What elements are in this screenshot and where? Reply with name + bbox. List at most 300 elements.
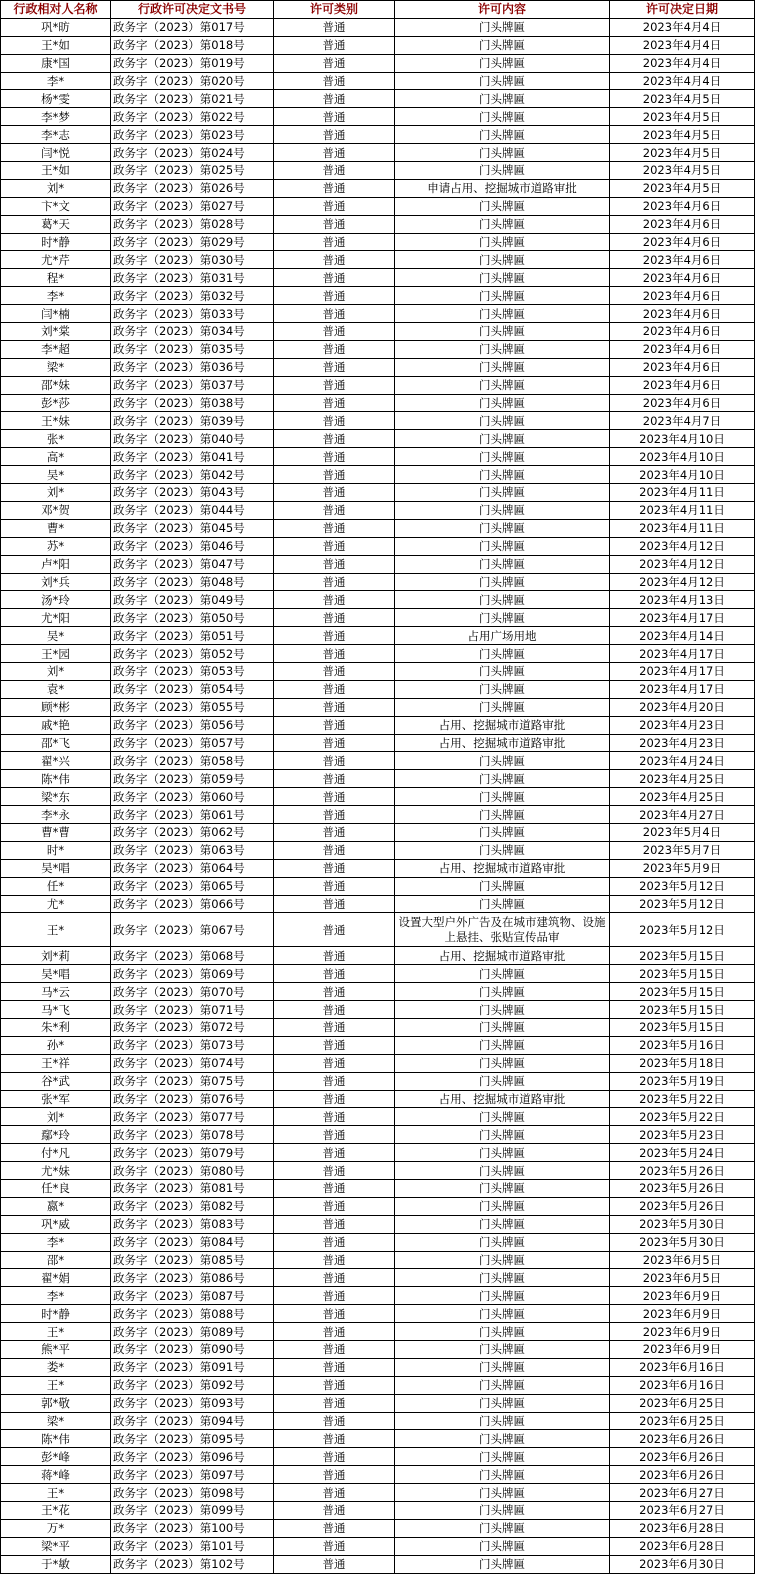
decision-date-cell: 2023年4月6日: [610, 251, 755, 269]
applicant-name-cell: 康*国: [1, 54, 111, 72]
document-number-cell: 政务字（2023）第035号: [111, 340, 274, 358]
permit-content-cell: 门头牌匾: [395, 698, 610, 716]
permit-content-cell: 门头牌匾: [395, 1466, 610, 1484]
permit-type-cell: 普通: [274, 806, 395, 824]
document-number-cell: 政务字（2023）第101号: [111, 1537, 274, 1555]
document-number-cell: 政务字（2023）第048号: [111, 573, 274, 591]
applicant-name-cell: 高*: [1, 448, 111, 466]
permit-content-cell: 门头牌匾: [395, 806, 610, 824]
applicant-name-cell: 刘*莉: [1, 947, 111, 965]
decision-date-cell: 2023年4月4日: [610, 36, 755, 54]
applicant-name-cell: 王*如: [1, 162, 111, 180]
table-row: [1, 823, 755, 841]
permit-type-cell: 普通: [274, 215, 395, 233]
document-number-cell: 政务字（2023）第098号: [111, 1484, 274, 1502]
permit-content-cell: 门头牌匾: [395, 609, 610, 627]
document-number-cell: 政务字（2023）第078号: [111, 1126, 274, 1144]
permit-type-cell: 普通: [274, 197, 395, 215]
decision-date-cell: 2023年5月22日: [610, 1108, 755, 1126]
document-number-cell: 政务字（2023）第047号: [111, 555, 274, 573]
applicant-name-cell: 王*如: [1, 36, 111, 54]
header-applicant-name: 行政相对人名称: [1, 1, 111, 19]
decision-date-cell: 2023年4月24日: [610, 752, 755, 770]
table-row: [1, 1394, 755, 1412]
table-row: [1, 1466, 755, 1484]
decision-date-cell: 2023年5月19日: [610, 1072, 755, 1090]
table-row: [1, 179, 755, 197]
permit-content-cell: 门头牌匾: [395, 823, 610, 841]
decision-date-cell: 2023年4月6日: [610, 305, 755, 323]
permit-content-cell: 门头牌匾: [395, 501, 610, 519]
permit-type-cell: 普通: [274, 1018, 395, 1036]
header-decision-date: 许可决定日期: [610, 1, 755, 19]
document-number-cell: 政务字（2023）第068号: [111, 947, 274, 965]
document-number-cell: 政务字（2023）第063号: [111, 841, 274, 859]
permit-content-cell: 门头牌匾: [395, 841, 610, 859]
applicant-name-cell: 付*凡: [1, 1144, 111, 1162]
permit-content-cell: 门头牌匾: [395, 537, 610, 555]
permit-type-cell: 普通: [274, 179, 395, 197]
applicant-name-cell: 翟*娟: [1, 1269, 111, 1287]
applicant-name-cell: 邵*飞: [1, 734, 111, 752]
permit-type-cell: 普通: [274, 519, 395, 537]
applicant-name-cell: 谷*武: [1, 1072, 111, 1090]
header-permit-type: 许可类别: [274, 1, 395, 19]
table-row: [1, 1358, 755, 1376]
document-number-cell: 政务字（2023）第092号: [111, 1376, 274, 1394]
document-number-cell: 政务字（2023）第093号: [111, 1394, 274, 1412]
applicant-name-cell: 彭*峰: [1, 1448, 111, 1466]
applicant-name-cell: 彭*莎: [1, 394, 111, 412]
table-row: [1, 144, 755, 162]
permit-content-cell: 门头牌匾: [395, 1430, 610, 1448]
permit-content-cell: 门头牌匾: [395, 448, 610, 466]
decision-date-cell: 2023年6月26日: [610, 1430, 755, 1448]
permit-type-cell: 普通: [274, 1358, 395, 1376]
decision-date-cell: 2023年4月6日: [610, 340, 755, 358]
decision-date-cell: 2023年4月4日: [610, 72, 755, 90]
decision-date-cell: 2023年5月15日: [610, 965, 755, 983]
permit-content-cell: 门头牌匾: [395, 251, 610, 269]
applicant-name-cell: 苏*: [1, 537, 111, 555]
applicant-name-cell: 刘*: [1, 662, 111, 680]
applicant-name-cell: 蒋*峰: [1, 1466, 111, 1484]
table-row: [1, 1001, 755, 1019]
permit-content-cell: 门头牌匾: [395, 412, 610, 430]
document-number-cell: 政务字（2023）第040号: [111, 430, 274, 448]
document-number-cell: 政务字（2023）第042号: [111, 466, 274, 484]
permit-type-cell: 普通: [274, 412, 395, 430]
document-number-cell: 政务字（2023）第018号: [111, 36, 274, 54]
document-number-cell: 政务字（2023）第075号: [111, 1072, 274, 1090]
decision-date-cell: 2023年4月25日: [610, 788, 755, 806]
permit-content-cell: 门头牌匾: [395, 215, 610, 233]
permit-content-cell: 门头牌匾: [395, 1251, 610, 1269]
document-number-cell: 政务字（2023）第080号: [111, 1162, 274, 1180]
permit-content-cell: 门头牌匾: [395, 1108, 610, 1126]
permit-type-cell: 普通: [274, 108, 395, 126]
applicant-name-cell: 闫*楠: [1, 305, 111, 323]
permit-content-cell: 门头牌匾: [395, 1180, 610, 1198]
decision-date-cell: 2023年5月24日: [610, 1144, 755, 1162]
table-row: [1, 645, 755, 663]
document-number-cell: 政务字（2023）第059号: [111, 770, 274, 788]
permit-content-cell: 占用、挖掘城市道路审批: [395, 947, 610, 965]
applicant-name-cell: 王*妹: [1, 412, 111, 430]
permit-content-cell: 门头牌匾: [395, 1162, 610, 1180]
permit-content-cell: 门头牌匾: [395, 752, 610, 770]
table-row: [1, 895, 755, 913]
document-number-cell: 政务字（2023）第083号: [111, 1215, 274, 1233]
document-number-cell: 政务字（2023）第064号: [111, 859, 274, 877]
permit-content-cell: 申请占用、挖掘城市道路审批: [395, 179, 610, 197]
table-row: [1, 734, 755, 752]
decision-date-cell: 2023年4月6日: [610, 323, 755, 341]
decision-date-cell: 2023年6月9日: [610, 1305, 755, 1323]
applicant-name-cell: 陈*伟: [1, 770, 111, 788]
permit-content-cell: 门头牌匾: [395, 269, 610, 287]
permit-type-cell: 普通: [274, 287, 395, 305]
table-row: [1, 394, 755, 412]
table-row: [1, 448, 755, 466]
applicant-name-cell: 卞*文: [1, 197, 111, 215]
decision-date-cell: 2023年5月26日: [610, 1162, 755, 1180]
permit-content-cell: 门头牌匾: [395, 591, 610, 609]
permit-type-cell: 普通: [274, 1180, 395, 1198]
document-number-cell: 政务字（2023）第024号: [111, 144, 274, 162]
permit-type-cell: 普通: [274, 983, 395, 1001]
permit-content-cell: 门头牌匾: [395, 1358, 610, 1376]
table-row: [1, 358, 755, 376]
table-row: [1, 1233, 755, 1251]
permit-type-cell: 普通: [274, 394, 395, 412]
applicant-name-cell: 尤*芹: [1, 251, 111, 269]
permit-type-cell: 普通: [274, 162, 395, 180]
permit-type-cell: 普通: [274, 698, 395, 716]
applicant-name-cell: 时*静: [1, 233, 111, 251]
applicant-name-cell: 郭*敬: [1, 1394, 111, 1412]
applicant-name-cell: 王*祥: [1, 1054, 111, 1072]
permit-type-cell: 普通: [274, 54, 395, 72]
table-row: [1, 215, 755, 233]
permit-content-cell: 门头牌匾: [395, 1341, 610, 1359]
permit-content-cell: 占用、挖掘城市道路审批: [395, 859, 610, 877]
document-number-cell: 政务字（2023）第082号: [111, 1197, 274, 1215]
applicant-name-cell: 尤*: [1, 895, 111, 913]
decision-date-cell: 2023年5月26日: [610, 1180, 755, 1198]
document-number-cell: 政务字（2023）第054号: [111, 680, 274, 698]
applicant-name-cell: 张*: [1, 430, 111, 448]
permit-content-cell: 门头牌匾: [395, 662, 610, 680]
table-row: [1, 1537, 755, 1555]
applicant-name-cell: 马*云: [1, 983, 111, 1001]
applicant-name-cell: 马*飞: [1, 1001, 111, 1019]
applicant-name-cell: 吴*唱: [1, 859, 111, 877]
applicant-name-cell: 熊*平: [1, 1341, 111, 1359]
decision-date-cell: 2023年5月9日: [610, 859, 755, 877]
permit-content-cell: 门头牌匾: [395, 1287, 610, 1305]
table-row: [1, 680, 755, 698]
permit-type-cell: 普通: [274, 1251, 395, 1269]
permit-type-cell: 普通: [274, 90, 395, 108]
permit-content-cell: 门头牌匾: [395, 1018, 610, 1036]
document-number-cell: 政务字（2023）第084号: [111, 1233, 274, 1251]
applicant-name-cell: 卢*阳: [1, 555, 111, 573]
permit-type-cell: 普通: [274, 1144, 395, 1162]
document-number-cell: 政务字（2023）第036号: [111, 358, 274, 376]
applicant-name-cell: 陈*伟: [1, 1430, 111, 1448]
table-row: [1, 627, 755, 645]
table-row: [1, 1162, 755, 1180]
applicant-name-cell: 邵*: [1, 1251, 111, 1269]
permit-content-cell: 占用、挖掘城市道路审批: [395, 734, 610, 752]
permit-type-cell: 普通: [274, 1537, 395, 1555]
document-number-cell: 政务字（2023）第031号: [111, 269, 274, 287]
permit-type-cell: 普通: [274, 895, 395, 913]
table-row: [1, 716, 755, 734]
permit-type-cell: 普通: [274, 358, 395, 376]
document-number-cell: 政务字（2023）第038号: [111, 394, 274, 412]
permit-content-cell: 门头牌匾: [395, 430, 610, 448]
table-row: [1, 1144, 755, 1162]
permit-type-cell: 普通: [274, 573, 395, 591]
permit-content-cell: 门头牌匾: [395, 1412, 610, 1430]
table-row: [1, 983, 755, 1001]
document-number-cell: 政务字（2023）第070号: [111, 983, 274, 1001]
document-number-cell: 政务字（2023）第022号: [111, 108, 274, 126]
permit-type-cell: 普通: [274, 36, 395, 54]
document-number-cell: 政务字（2023）第049号: [111, 591, 274, 609]
permit-type-cell: 普通: [274, 1233, 395, 1251]
table-row: [1, 466, 755, 484]
permit-content-cell: 门头牌匾: [395, 484, 610, 502]
table-row: [1, 376, 755, 394]
decision-date-cell: 2023年6月9日: [610, 1323, 755, 1341]
permit-type-cell: 普通: [274, 1162, 395, 1180]
document-number-cell: 政务字（2023）第051号: [111, 627, 274, 645]
permit-content-cell: 占用、挖掘城市道路审批: [395, 716, 610, 734]
table-row: [1, 752, 755, 770]
decision-date-cell: 2023年4月17日: [610, 680, 755, 698]
applicant-name-cell: 梁*: [1, 358, 111, 376]
decision-date-cell: 2023年5月16日: [610, 1036, 755, 1054]
permit-content-cell: 门头牌匾: [395, 376, 610, 394]
decision-date-cell: 2023年4月5日: [610, 108, 755, 126]
table-row: [1, 1180, 755, 1198]
applicant-name-cell: 吴*: [1, 627, 111, 645]
document-number-cell: 政务字（2023）第072号: [111, 1018, 274, 1036]
applicant-name-cell: 吴*唱: [1, 965, 111, 983]
permit-type-cell: 普通: [274, 1215, 395, 1233]
permit-type-cell: 普通: [274, 1376, 395, 1394]
permit-type-cell: 普通: [274, 376, 395, 394]
decision-date-cell: 2023年6月30日: [610, 1555, 755, 1573]
permit-type-cell: 普通: [274, 947, 395, 965]
permit-type-cell: 普通: [274, 484, 395, 502]
decision-date-cell: 2023年4月6日: [610, 215, 755, 233]
permit-content-cell: 门头牌匾: [395, 645, 610, 663]
permit-type-cell: 普通: [274, 716, 395, 734]
document-number-cell: 政务字（2023）第074号: [111, 1054, 274, 1072]
permit-type-cell: 普通: [274, 1484, 395, 1502]
document-number-cell: 政务字（2023）第071号: [111, 1001, 274, 1019]
document-number-cell: 政务字（2023）第069号: [111, 965, 274, 983]
table-row: [1, 947, 755, 965]
decision-date-cell: 2023年4月6日: [610, 376, 755, 394]
applicant-name-cell: 尤*妹: [1, 1162, 111, 1180]
applicant-name-cell: 刘*: [1, 179, 111, 197]
table-row: [1, 430, 755, 448]
table-row: [1, 555, 755, 573]
applicant-name-cell: 杨*雯: [1, 90, 111, 108]
document-number-cell: 政务字（2023）第087号: [111, 1287, 274, 1305]
permit-content-cell: 门头牌匾: [395, 108, 610, 126]
table-row: [1, 1287, 755, 1305]
table-row: [1, 770, 755, 788]
document-number-cell: 政务字（2023）第037号: [111, 376, 274, 394]
decision-date-cell: 2023年6月5日: [610, 1269, 755, 1287]
permit-content-cell: 门头牌匾: [395, 788, 610, 806]
applicant-name-cell: 刘*: [1, 484, 111, 502]
decision-date-cell: 2023年4月7日: [610, 412, 755, 430]
permit-type-cell: 普通: [274, 1287, 395, 1305]
table-row: [1, 1126, 755, 1144]
decision-date-cell: 2023年4月5日: [610, 144, 755, 162]
table-row: [1, 484, 755, 502]
permit-type-cell: 普通: [274, 1555, 395, 1573]
table-row: [1, 90, 755, 108]
permit-content-cell: 门头牌匾: [395, 233, 610, 251]
permit-content-cell: 门头牌匾: [395, 1537, 610, 1555]
document-number-cell: 政务字（2023）第073号: [111, 1036, 274, 1054]
decision-date-cell: 2023年4月11日: [610, 519, 755, 537]
document-number-cell: 政务字（2023）第020号: [111, 72, 274, 90]
permit-type-cell: 普通: [274, 323, 395, 341]
permit-content-cell: 门头牌匾: [395, 466, 610, 484]
permit-content-cell: 门头牌匾: [395, 965, 610, 983]
document-number-cell: 政务字（2023）第090号: [111, 1341, 274, 1359]
applicant-name-cell: 王*: [1, 1484, 111, 1502]
table-body: [1, 18, 755, 1573]
permit-type-cell: 普通: [274, 645, 395, 663]
document-number-cell: 政务字（2023）第019号: [111, 54, 274, 72]
permit-content-cell: 门头牌匾: [395, 1502, 610, 1520]
permit-type-cell: 普通: [274, 1448, 395, 1466]
document-number-cell: 政务字（2023）第097号: [111, 1466, 274, 1484]
header-document-number: 行政许可决定文书号: [111, 1, 274, 19]
permit-content-cell: 门头牌匾: [395, 287, 610, 305]
permit-content-cell: 门头牌匾: [395, 1305, 610, 1323]
table-row: [1, 1072, 755, 1090]
decision-date-cell: 2023年4月6日: [610, 269, 755, 287]
permit-type-cell: 普通: [274, 144, 395, 162]
decision-date-cell: 2023年5月15日: [610, 947, 755, 965]
permit-content-cell: 门头牌匾: [395, 1323, 610, 1341]
permit-content-cell: 门头牌匾: [395, 770, 610, 788]
document-number-cell: 政务字（2023）第030号: [111, 251, 274, 269]
applicant-name-cell: 张*军: [1, 1090, 111, 1108]
document-number-cell: 政务字（2023）第095号: [111, 1430, 274, 1448]
decision-date-cell: 2023年4月5日: [610, 162, 755, 180]
permit-content-cell: 门头牌匾: [395, 1215, 610, 1233]
permit-content-cell: 门头牌匾: [395, 1269, 610, 1287]
permit-content-cell: 门头牌匾: [395, 1448, 610, 1466]
table-row: [1, 573, 755, 591]
permit-type-cell: 普通: [274, 251, 395, 269]
decision-date-cell: 2023年4月27日: [610, 806, 755, 824]
permit-type-cell: 普通: [274, 1197, 395, 1215]
permit-content-cell: 门头牌匾: [395, 305, 610, 323]
table-row: [1, 1108, 755, 1126]
document-number-cell: 政务字（2023）第102号: [111, 1555, 274, 1573]
decision-date-cell: 2023年5月22日: [610, 1090, 755, 1108]
table-row: [1, 965, 755, 983]
table-row: [1, 54, 755, 72]
decision-date-cell: 2023年4月6日: [610, 394, 755, 412]
applicant-name-cell: 翟*兴: [1, 752, 111, 770]
table-row: [1, 788, 755, 806]
applicant-name-cell: 汤*玲: [1, 591, 111, 609]
document-number-cell: 政务字（2023）第041号: [111, 448, 274, 466]
decision-date-cell: 2023年5月12日: [610, 895, 755, 913]
permit-content-cell: 门头牌匾: [395, 1233, 610, 1251]
permit-type-cell: 普通: [274, 1394, 395, 1412]
decision-date-cell: 2023年4月17日: [610, 645, 755, 663]
permit-type-cell: 普通: [274, 680, 395, 698]
decision-date-cell: 2023年4月20日: [610, 698, 755, 716]
applicant-name-cell: 王*: [1, 1376, 111, 1394]
applicant-name-cell: 巩*威: [1, 1215, 111, 1233]
permit-type-cell: 普通: [274, 555, 395, 573]
document-number-cell: 政务字（2023）第025号: [111, 162, 274, 180]
document-number-cell: 政务字（2023）第043号: [111, 484, 274, 502]
table-row: [1, 1269, 755, 1287]
table-row: [1, 305, 755, 323]
applicant-name-cell: 李*: [1, 287, 111, 305]
applicant-name-cell: 戚*艳: [1, 716, 111, 734]
decision-date-cell: 2023年4月11日: [610, 501, 755, 519]
document-number-cell: 政务字（2023）第094号: [111, 1412, 274, 1430]
applicant-name-cell: 娄*: [1, 1358, 111, 1376]
permit-content-cell: 门头牌匾: [395, 1144, 610, 1162]
permit-content-cell: 门头牌匾: [395, 358, 610, 376]
applicant-name-cell: 刘*: [1, 1108, 111, 1126]
permit-content-cell: 门头牌匾: [395, 1001, 610, 1019]
permit-type-cell: 普通: [274, 1036, 395, 1054]
permit-content-cell: 门头牌匾: [395, 1126, 610, 1144]
decision-date-cell: 2023年5月30日: [610, 1233, 755, 1251]
table-row: [1, 340, 755, 358]
applicant-name-cell: 任*: [1, 877, 111, 895]
table-row: [1, 1341, 755, 1359]
permit-content-cell: 门头牌匾: [395, 162, 610, 180]
document-number-cell: 政务字（2023）第085号: [111, 1251, 274, 1269]
document-number-cell: 政务字（2023）第039号: [111, 412, 274, 430]
permit-content-cell: 占用、挖掘城市道路审批: [395, 1090, 610, 1108]
permit-content-cell: 门头牌匾: [395, 1519, 610, 1537]
applicant-name-cell: 刘*棠: [1, 323, 111, 341]
permit-type-cell: 普通: [274, 662, 395, 680]
permit-content-cell: 门头牌匾: [395, 394, 610, 412]
table-row: [1, 1090, 755, 1108]
table-row: [1, 269, 755, 287]
applicant-name-cell: 邵*妹: [1, 376, 111, 394]
decision-date-cell: 2023年6月9日: [610, 1341, 755, 1359]
applicant-name-cell: 梁*平: [1, 1537, 111, 1555]
document-number-cell: 政务字（2023）第021号: [111, 90, 274, 108]
document-number-cell: 政务字（2023）第065号: [111, 877, 274, 895]
permit-type-cell: 普通: [274, 501, 395, 519]
